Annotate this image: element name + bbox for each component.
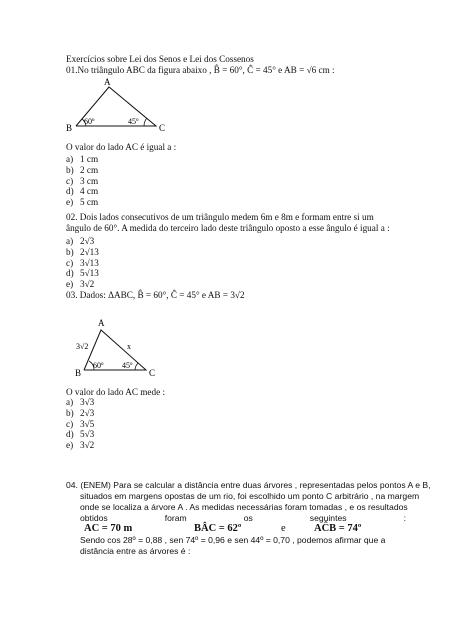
q1-vertex-b: B [66,123,73,133]
q4-line-3: onde se localiza a árvore A . As medidas necessárias foram tomadas , e os resultados [80,502,408,512]
q3-side-ac: x [127,342,131,351]
q4-line-4-part-d: seguintes [309,513,347,523]
q3-triangle-figure [64,316,174,380]
option-row [66,440,94,451]
option-text: 1 cm [80,154,99,164]
option-row [66,408,94,419]
q3-side-ab: 3√2 [76,342,89,351]
option-text: 3√3 [80,397,95,407]
option-text: 3√2 [80,440,95,451]
option-row [66,268,99,279]
q3-angle-c: 45º [122,361,133,370]
q1-stem-text: 01.No triângulo ABC da figura abaixo , [66,65,212,75]
q3-angle-b: 60º [93,361,104,370]
option-row [66,165,98,176]
option-text: 3√5 [80,418,95,429]
q4-line-4-part-b: foram [164,513,187,523]
q4-measure-bac: BÂC = 62º [194,523,242,534]
q4-line-4-part-e: : [403,513,406,523]
option-row [66,258,99,269]
option-letter: c) [66,175,74,186]
option-letter: b) [66,407,74,418]
q1-vertex-c: C [159,123,166,133]
q4-line-2: situados em margens opostas de um rio, foi escolhido um ponto C arbitrário , na margem [80,491,420,501]
option-letter: d) [66,429,74,440]
option-letter: c) [66,257,74,268]
option-text: 3 cm [80,175,99,186]
q1-question: O valor do lado AC é igual a : [66,142,177,152]
option-text: 5√3 [80,429,95,440]
q4-measure-acb: AĈB = 74º [314,523,362,534]
q3-vertex-c: C [149,368,156,378]
q3-stem: 03. Dados: ΔABC, B̂ = 60°, Ĉ = 45° e AB = 3√2 [66,290,245,300]
option-letter: d) [66,268,74,279]
option-letter: b) [66,164,74,175]
option-text: 2√3 [80,407,95,418]
q1-vertex-a: A [104,77,111,87]
option-text: 2√3 [80,236,95,246]
option-row [66,197,98,208]
q4-measure-ac: AC = 70 m [84,523,133,534]
option-text: 3√2 [80,279,95,290]
option-letter: d) [66,186,74,197]
option-text: 3√13 [80,257,99,268]
option-letter: a) [66,397,74,407]
q2-line-2: ângulo de 60°. A medida do terceiro lado deste triângulo oposto a esse ângulo é igual a : [66,223,390,233]
option-text: 2√13 [80,246,99,257]
q3-vertex-a: A [98,318,105,328]
option-letter: a) [66,236,74,246]
q4-line-4-part-a: obtidos [80,513,108,523]
q1-given: B̂ = 60°, Ĉ = 45° e AB = √6 cm : [213,65,335,75]
option-text: 5√13 [80,268,99,279]
q1-triangle-figure [64,78,174,136]
option-row [66,419,94,430]
option-text: 4 cm [80,186,99,197]
option-row [66,397,94,408]
option-row [66,236,94,247]
option-letter: a) [66,154,74,164]
q4-measure-and: e [281,523,286,534]
option-row [66,186,98,197]
page-title: Exercícios sobre Lei dos Senos e Lei dos Cossenos [66,54,254,64]
option-row [66,247,99,258]
option-row [66,154,98,165]
option-letter: e) [66,197,74,208]
q1-angle-b: 60º [84,117,95,126]
option-letter: c) [66,418,74,429]
q4-line-4-part-c: os [243,513,253,523]
q3-vertex-b: B [75,368,82,378]
q1-stem [66,65,335,76]
option-letter: b) [66,246,74,257]
option-row [66,176,98,187]
q4-line-1: 04. (ENEM) Para se calcular a distância entre duas árvores , representadas pelos pontos A e B, [66,480,431,490]
option-row [66,279,94,290]
option-row [66,429,94,440]
option-letter: e) [66,440,74,451]
q2-line-1: 02. Dois lados consecutivos de um triângulo medem 6m e 8m e formam entre si um [66,212,374,222]
option-text: 2 cm [80,164,99,175]
option-letter: e) [66,279,74,290]
q3-question: O valor do lado AC mede : [66,387,166,397]
q4-line-5: Sendo cos 28º = 0,88 , sen 74º = 0,96 e sen 44º = 0,70 , podemos afirmar que a [80,535,386,545]
q1-angle-c: 45º [128,117,139,126]
option-text: 5 cm [80,197,99,208]
q4-line-6: distância entre as árvores é : [80,546,191,556]
